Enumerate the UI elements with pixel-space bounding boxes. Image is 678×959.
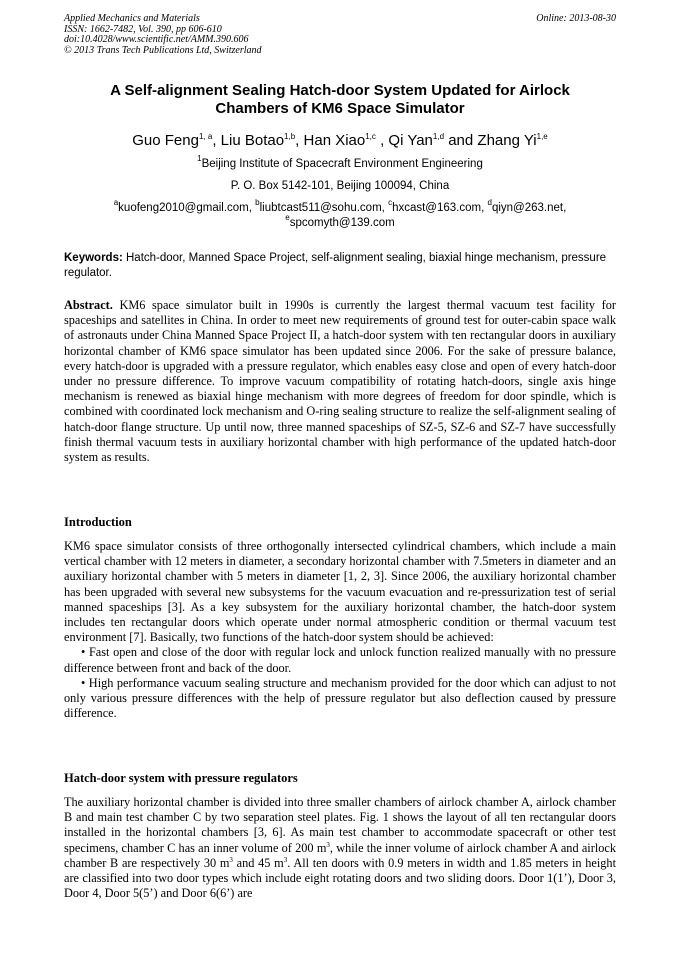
affiliation-mark: 1 bbox=[197, 154, 202, 163]
introduction-paragraph: KM6 space simulator consists of three orthogonally intersected cylindrical chambers, which include a main vertical chamber with 12 meters in diameter, a secondary horizontal chamber with 7.5meters in diameter and an auxiliary horizontal chamber with 5 meters in diameter [1, 2, 3]. Since 2006, the auxiliary horizontal chamber has been upgraded with several new subsystems for the vacuum evacuation and re-pressurization test of serial manned spaceships [3]. As a key subsystem for the auxiliary horizontal chamber, the hatch-door system includes ten rectangular doors which operate under normal atmospheric condition or thermal vacuum test environment [7]. Basically, two functions of the hatch-door system should be achieved: bbox=[64, 539, 616, 645]
keywords-block bbox=[64, 251, 616, 280]
author-name: Guo Feng bbox=[132, 132, 199, 149]
title-line-1: A Self-alignment Sealing Hatch-door System Updated for Airlock bbox=[110, 82, 570, 99]
issn-line: ISSN: 1662-7482, Vol. 390, pp 606-610 bbox=[64, 23, 222, 35]
title-line-2: Chambers of KM6 Space Simulator bbox=[215, 100, 465, 117]
email-link[interactable]: kuofeng2010@gmail.com bbox=[118, 202, 249, 214]
email-link[interactable]: qiyn@263.net bbox=[491, 202, 564, 214]
author-list: Guo Feng$^{1, a}$, Liu Botao$^{1,b}$, Han Xiao$^{1,c}$ , Qi Yan$^{1,d}$ and Zhang Yi$^{1,e}$ bbox=[132, 132, 548, 149]
introduction-body bbox=[64, 539, 616, 721]
section-heading: Hatch-door system with pressure regulators bbox=[64, 771, 298, 785]
online-date: Online: 2013-08-30 bbox=[536, 13, 616, 24]
abstract-text: KM6 space simulator built in 1990s is currently the largest thermal vacuum test facility for spaceships and satellites in China. In order to meet new requirements of ground test for outer-cabin space walk of astronauts under China Manned Space Project II, a hatch-door system with ten rectangular doors in auxiliary horizontal chamber of KM6 space simulator has been updated since 2006. For the sake of pressure balance, every hatch-door is upgraded with a pressure regulator, which enables easy close and open of every hatch-door under no pressure difference. To improve vacuum compatibility of rotating hatch-doors, single axis hinge mechanism is renewed as biaxial hinge mechanism with more degrees of freedom for door spindle, which is combined with coordinated lock mechanism and O-ring sealing structure to realize the self-alignment sealing of hatch-door flange structure. Up until now, three manned spaceships of SZ-5, SZ-6 and SZ-7 have successfully finish thermal vacuum tests in auxiliary horizontal chamber with high performance of the updated hatch-door system as results. bbox=[64, 298, 616, 465]
affiliation-name: $^1$Beijing Institute of Spacecraft Environment Engineering bbox=[197, 154, 483, 170]
author-name: Han Xiao bbox=[303, 132, 366, 149]
author-affil-mark: 1, a bbox=[198, 132, 213, 141]
author-affil-mark: 1,d bbox=[432, 132, 445, 141]
email-link[interactable]: hxcast@163.com bbox=[392, 202, 482, 214]
abstract-label: Abstract. bbox=[64, 298, 113, 312]
bullet-item: • Fast open and close of the door with regular lock and unlock function realized manually with no pressure difference between front and back of the door. bbox=[64, 645, 616, 675]
author-affil-mark: 1,c bbox=[365, 132, 376, 141]
author-affil-mark: 1,b bbox=[284, 132, 296, 141]
keywords-label: Keywords: bbox=[64, 252, 123, 264]
email-link[interactable]: liubtcast511@sohu.com bbox=[259, 202, 382, 214]
affiliation-address: P. O. Box 5142-101, Beijing 100094, China bbox=[230, 180, 450, 192]
bullet-item: • High performance vacuum sealing structure and mechanism provided for the door which can adjust to not only various pressure differences with the help of pressure regulator but also deflection caused by pressure difference. bbox=[64, 675, 616, 721]
keywords-text: Hatch-door, Manned Space Project, self-alignment sealing, biaxial hinge mechanism, pressure regulator. bbox=[64, 252, 607, 279]
doi-line: doi:10.4028/www.scientific.net/AMM.390.606 bbox=[64, 34, 249, 46]
author-emails: $^a$kuofeng2010@gmail.com, $^b$liubtcast511@sohu.com, $^c$hxcast@163.com, $^d$qiyn@263.net, $^e$spcomyth@139.com bbox=[113, 198, 567, 229]
journal-header bbox=[64, 14, 616, 56]
author-name: Liu Botao bbox=[220, 132, 285, 149]
abstract-block bbox=[64, 298, 616, 465]
journal-name: Applied Mechanics and Materials bbox=[64, 13, 200, 24]
author-affil-mark: 1,e bbox=[536, 132, 548, 141]
author-name: Qi Yan bbox=[388, 132, 433, 149]
email-link[interactable]: spcomyth@139.com bbox=[289, 216, 395, 229]
section-paragraph: The auxiliary horizontal chamber is divided into three smaller chambers of airlock chamber A, airlock chamber B and main test chamber C by two separation steel plates. Fig. 1 shows the layout of all ten rectangular doors installed in the horizontal chambers [3, 6]. As main test chamber to accommodate spacecraft or other test specimens, chamber C has an inner volume of 200 $m^3$, while the inner volume of airlock chamber A and airlock chamber B are respectively 30 $m^3$ and 45 $m^3$. All ten doors with 0.9 meters in width and 1.85 meters in height are classified into two door types which include eight rotating doors and two sliding doors. Door 1(1’), Door 3, Door 4, Door 5(5’) and Door 6(6’) are bbox=[64, 795, 616, 901]
paper-title bbox=[64, 82, 616, 118]
introduction-heading: Introduction bbox=[64, 515, 132, 529]
copyright-line: © 2013 Trans Tech Publications Ltd, Switzerland bbox=[64, 44, 262, 56]
author-name: Zhang Yi bbox=[477, 132, 537, 149]
